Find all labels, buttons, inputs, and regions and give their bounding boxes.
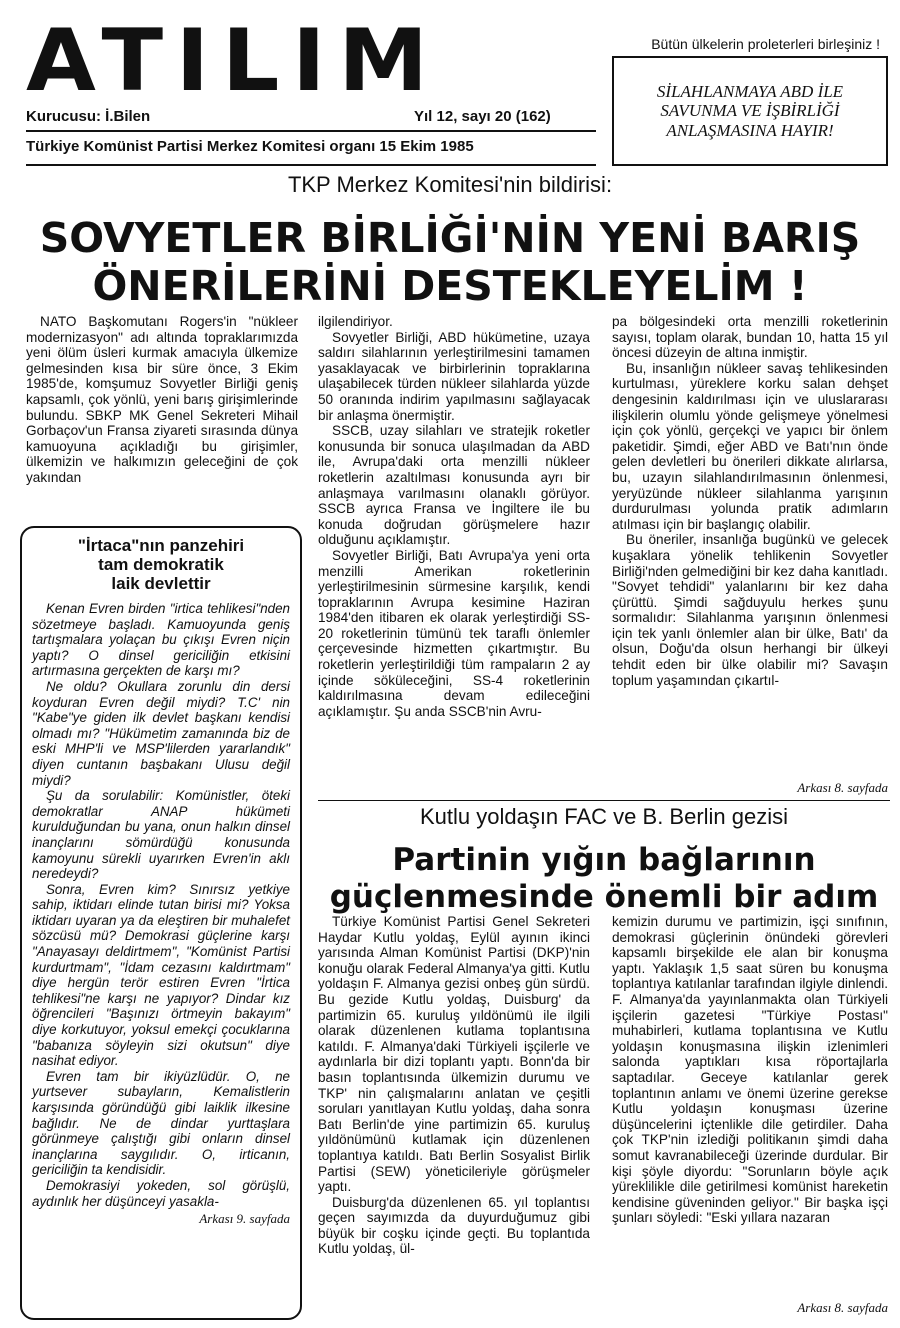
- second-col2-paragraph: kemizin durumu ve partimizin, işçi sınıfının, demokrasi güçlerinin önündeki görevleri kapsamlı birşekilde ele alan bir konuşma yaptı. Yaklaşık 1,5 saat süren bu konuşma toplantıya katılanlar tarafından ilgiyle dinlendi. F. Almanya'da yayınlanmakta olan Türkiyeli işçilerin gazetesi "Türkiye Postası" muhabirleri, kutlama toplantısına ve Kutlu yoldaşın konuşmasına ilişkin izlenimleri salonda yaptıkları kısa röportajlarla saptadılar. Geceye katılanlar gerek toplantının anlamı ve önemi üzerine gerekse Kutlu yoldaşın konuşması üzerine düşüncelerini içtenlikle dile getirdiler. Daha çok TKP'nin izlediği politikanın şimdi daha somut kavranabileceği üzerinde durdular. Bir kişi şöyle diyordu: "Sorunların böyle açık yüreklilikle dile getirilmesi komünist hareketin kendisine güveninden geliyor." Bir başka işçi şunları söyledi: "Eski yıllara nazaran: [612, 914, 888, 1226]
- motto: Bütün ülkelerin proleterleri birleşiniz !: [651, 36, 880, 52]
- sidebar-paragraph: Sonra, Evren kim? Sınırsız yetkiye sahip, iktidarı elinde tutan birisi mi? Yoksa iktidarı uyaran ya da eleştiren bir muhalefet sözcüsü mü? Demokrasi güçlerine karşı "Anayasayı deldirtmem", "Komünist Partisi kurdurtmam", "İdam cezasını kaldırtmam" diye hergün terör estiren Evren "İrtica tehlikesi"ne karşı ne yapıyor? Dindar kız öğrencileri "Başınızı örtmeyin bakayım" diye korkutuyor, yoksul emekçi çocuklarına "babanıza söyleyin sizi okutsun" diye nasihat ediyor.: [32, 881, 290, 1069]
- sidebar-paragraph: Demokrasiyi yokeden, sol görüşlü, aydınlık her düşünceyi yasakla-: [32, 1177, 290, 1209]
- lead-col2-paragraph: Sovyetler Birliği, ABD hükümetine, uzaya saldırı silahlarının yerleştirilmesini tamamen yasaklayacak ve birbirlerinin topraklarına ulaşabilecek türden nükleer silahlarda yüzde 50 oranında indirim yapılmasını sağlayacak bir anlaşma önermiştir.: [318, 329, 590, 423]
- sidebar-continued: Arkası 9. sayfada: [199, 1211, 290, 1227]
- lead-column-2: [318, 314, 590, 719]
- second-kicker: Kutlu yoldaşın FAC ve B. Berlin gezisi: [419, 804, 789, 829]
- lead-col1-paragraph: NATO Başkomutanı Rogers'in "nükleer modernizasyon" adı altında topraklarımızda yeni ölüm üsleri kurmak amacıyla ülkemize gelmesinden kısa bir süre önce, 3 Ekim 1985'de, komşumuz Sovyetler Birliği geniş kapsamlı, çok yönlü, yeni barış girişimlerinde bulundu. SBKP MK Genel Sekreteri Mihail Gorbaçov'un Fransa ziyareti sırasında dünya kamuoyuna açıkladığı bu girişimler, ülkemizin ve halkımızın geleceğini de çok yakından: [26, 314, 298, 485]
- lead-col3-paragraph: Bu öneriler, insanlığa bugünkü ve gelecek kuşaklara yönelik tehlikenin Sovyetler Birliği'nden gelmediğini bir kez daha kanıtladı. "Sovyet tehdidi" yalanlarını bir kez daha çürüttü. Şimdi sağduyulu herkes şunu sormalıdır: Silahlanma yarışının önlenmesi için tek yanlı önlemler alan bir ülke, Batı' da olsun, Doğu'da olsun herhangi bir ülkeyi tehdit eden bir ülke olabilir mi? Savaşın toplum yaşamından çıkartıl-: [612, 532, 888, 688]
- lead-col2-paragraph: ilgilendiriyor.: [318, 314, 393, 329]
- lead-continued: Arkası 8. sayfada: [797, 780, 888, 795]
- lead-kicker: TKP Merkez Komitesi'nin bildirisi:: [287, 172, 613, 197]
- sidebar-paragraph: Ne oldu? Okullara zorunlu din dersi koyduran Evren değil miydi? T.C' nin "Kabe"ye giden ilk devlet başkanı kendisi olmadı mı? "Hükümetim zamanında biz de eski MHP'li ve MSP'lilerden yararlandık" diyen cuntanın başbakanı Ulusu değil miydi?: [32, 678, 290, 788]
- issue-number: Yıl 12, sayı 20 (162): [414, 108, 551, 125]
- second-continued: Arkası 8. sayfada: [797, 1300, 888, 1315]
- second-headline: Partinin yığın bağlarının güçlenmesinde önemli bir adım: [329, 842, 879, 916]
- founder-line: Kurucusu: İ.Bilen: [26, 108, 151, 125]
- organ-line: Türkiye Komünist Partisi Merkez Komitesi organı 15 Ekim 1985: [26, 138, 474, 155]
- second-col1-paragraph: Duisburg'da düzenlenen 65. yıl toplantısı geçen sayımızda da duyurduğumuz gibi büyük bir coşku içinde geçti. Bu toplantıda Kutlu yoldaş, ül-: [318, 1194, 590, 1257]
- newspaper-logo: ATILIM: [26, 11, 441, 111]
- slogan-box: SİLAHLANMAYA ABD İLE SAVUNMA VE İŞBİRLİĞİ ANLAŞMASINA HAYIR!: [612, 56, 888, 166]
- lead-col3-paragraph: pa bölgesindeki orta menzilli roketlerinin sayısı, toplam olarak, bundan 10, hatta 15 yıl öncesi düzeyin de altına inmiştir.: [612, 314, 888, 361]
- lead-headline: SOVYETLER BİRLİĞİ'NİN YENİ BARIŞ ÖNERİLERİNİ DESTEKLEYELİM !: [39, 214, 861, 311]
- lead-column-1: [26, 314, 298, 486]
- sidebar-title: "İrtaca"nın panzehiri tam demokratik laik devlettir: [77, 536, 245, 593]
- sidebar-paragraph: Evren tam bir ikiyüzlüdür. O, ne yurtsever subayların, Kemalistlerin karşısında göründüğü gibi laiklik ilkesine bağlıdır. Ne de dindar yurttaşlara görünmeye çalıştığı gibi onların dinsel inançlarına saygılıdır. O, irticanın, gericiliğin ta kendisidir.: [32, 1068, 290, 1178]
- lead-column-3: [612, 314, 888, 688]
- second-column-1: [318, 914, 590, 1257]
- lead-col2-paragraph: SSCB, uzay silahları ve stratejik roketler konusunda bir sonuca ulaşılmadan da ABD ile, Avrupa'daki orta menzilli nükleer roketlerin azaltılması konusunda ayrı bir anlaşmaya varılmasını olanaklı görüyor. SSCB ayrıca Fransa ve İngiltere ile bu konuda doğrudan görüşmelere hazır olduğunu açıklamıştır.: [318, 423, 590, 548]
- lead-col2-paragraph: Sovyetler Birliği, Batı Avrupa'ya yeni orta menzilli Amerikan roketlerinin yerleştirilmesinin sürmesine karşılık, kendi topraklarının Avrupa kesimine Haziran 1984'den itibaren ek olarak yerleştirdiği SS-20 roketlerinin tümünü tek taraflı önlemler çerçevesinde hizmetten çıkartmıştır. Bu roketlerin yerleştirildiği tüm rampaların 2 ay içinde söküleceğini, SS-4 roketlerinin kaldırılmasına devam edileceğini açıklamıştır. Şu anda SSCB'nin Avru-: [318, 547, 590, 719]
- masthead-rule: [26, 130, 596, 132]
- second-col1-paragraph: Türkiye Komünist Partisi Genel Sekreteri Haydar Kutlu yoldaş, Eylül ayının ikinci yarısında Alman Komünist Partisi (DKP)'nin konuğu olarak Federal Almanya'ya gitti. Kutlu yoldaşın F. Almanya gezisi onbeş gün sürdü. Bu gezide Kutlu yoldaş, Duisburg' da partimizin 65. kuruluş yıldönümü ile ilgili olarak düzenlenen kutlama toplantısına katıldı. F. Almanya'daki Türkiyeli işçilerle ve aydınlarla bir dizi toplantı yaptı. Bonn'da bir basın toplantısında ülkemizin durumu ve TKP' nin çalışmalarını anlatan ve çeşitli soruları yanıtlayan Kutlu yoldaş, daha sonra Batı Berlin'de yine partimizin 65. kuruluş yıldönümünü kutlamak için düzenlenen toplantıya katıldı. Batı Berlin Sosyalist Birlik Partisi (SEW) yöneticileriyle görüşmeler yaptı.: [318, 914, 590, 1195]
- sidebar-paragraph: Şu da sorulabilir: Komünistler, öteki demokratlar ANAP hükümeti kurulduğundan bu yana, onun halkın dinsel inançlarını sömürdüğü konusunda kamoyunu sürekli uyarırken Evren'in aklı neredeydi?: [32, 788, 290, 882]
- section-divider: [318, 800, 890, 801]
- second-column-2: [612, 914, 888, 1226]
- lead-col3-paragraph: Bu, insanlığın nükleer savaş tehlikesinden kurtulması, yüreklere korku salan dehşet dengesinin kaldırılması için ve uluslararası ilişkilerin olumlu yönde gelişmeye yönelmesi için çok yönlü, gerçekçi ve yapıcı bir önlem paketidir. Şimdi, eğer ABD ve Batı'nın önde gelen devletleri bu önerileri dikkate alırlarsa, bu, uzayın silahlandırılmasının önlenmesi, yeryüzünde nükleer silahlanma yarışının durdurulması yolunda pratik adımların atılması için bir başlangıç olabilir.: [612, 360, 888, 532]
- sidebar-article: [20, 526, 302, 1320]
- sidebar-body: [32, 601, 290, 1209]
- masthead-rule-bottom: [26, 164, 596, 166]
- sidebar-paragraph: Kenan Evren birden "irtica tehlikesi"nden sözetmeye başladı. Kamuoyunda geniş tartışmalara yolaçan bu çıkışı Evren niçin yaptı? O dinsel gericiliğin etkisini artırmasına gerçekten de karşı mı?: [32, 601, 290, 679]
